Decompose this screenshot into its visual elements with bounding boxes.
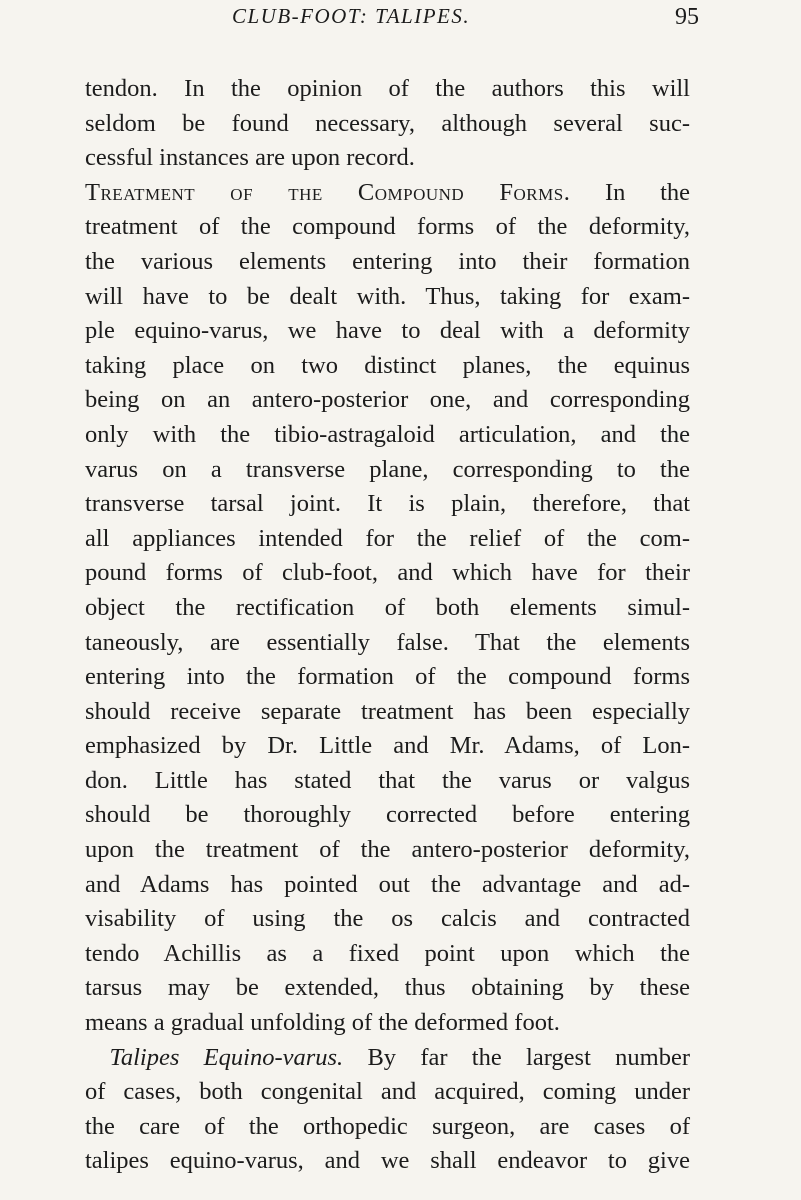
text-fragment: In the [605, 178, 691, 206]
text-line: taneously, are essentially false. That the elements [85, 628, 690, 656]
text-line: entering into the formation of the compound forms [85, 663, 690, 691]
text-line: means a gradual unfolding of the deformed foot. [85, 1009, 560, 1037]
text-line: upon the treatment of the antero-posterior deformity, [85, 836, 690, 864]
text-line: pound forms of club-foot, and which have for their [85, 559, 690, 587]
text-line: tarsus may be extended, thus obtaining by these [85, 974, 690, 1002]
text-line: transverse tarsal joint. It is plain, therefore, that [85, 490, 690, 518]
text-fragment: By far the largest number [367, 1043, 691, 1071]
body-text [85, 72, 690, 1179]
text-line: tendon. In the opinion of the authors this will [85, 75, 690, 102]
text-line: object the rectification of both elements simul- [85, 593, 690, 621]
text-line: varus on a transverse plane, corresponding to the [85, 455, 690, 483]
text-line: treatment of the compound forms of the deformity, [85, 213, 690, 241]
section-heading-line [85, 176, 690, 211]
text-line: emphasized by Dr. Little and Mr. Adams, of Lon- [85, 732, 690, 760]
text-line: all appliances intended for the relief of the com- [85, 524, 690, 552]
text-line: should receive separate treatment has been especially [85, 697, 690, 725]
section-heading-equino-varus: Talipes Equino-varus. [109, 1043, 344, 1071]
text-line: only with the tibio-astragaloid articulation, and the [85, 420, 690, 448]
text-line: cessful instances are upon record. [85, 144, 415, 172]
text-line: will have to be dealt with. Thus, taking for exam- [85, 282, 690, 310]
running-head-title: CLUB-FOOT: TALIPES. [232, 4, 471, 28]
section-heading-treatment: Treatment of the Compound Forms. [85, 178, 571, 206]
text-line: the care of the orthopedic surgeon, are cases of [85, 1112, 690, 1140]
text-line: tendo Achillis as a fixed point upon which the [85, 939, 690, 967]
page-number: 95 [675, 4, 699, 30]
text-line: should be thoroughly corrected before entering [85, 801, 690, 829]
text-line: being on an antero-posterior one, and corresponding [85, 386, 690, 414]
text-line: the various elements entering into their formation [85, 247, 690, 275]
running-head [0, 4, 801, 44]
section-heading-line [85, 1041, 690, 1076]
text-line: visability of using the os calcis and contracted [85, 905, 690, 933]
text-line: of cases, both congenital and acquired, coming under [85, 1078, 690, 1106]
text-line: seldom be found necessary, although several suc- [85, 109, 690, 137]
text-line: talipes equino-varus, and we shall endeavor to give [85, 1147, 690, 1175]
text-line: taking place on two distinct planes, the equinus [85, 351, 690, 379]
text-line: ple equino-varus, we have to deal with a deformity [85, 317, 690, 345]
text-line: and Adams has pointed out the advantage and ad- [85, 870, 690, 898]
text-line: don. Little has stated that the varus or valgus [85, 766, 690, 794]
